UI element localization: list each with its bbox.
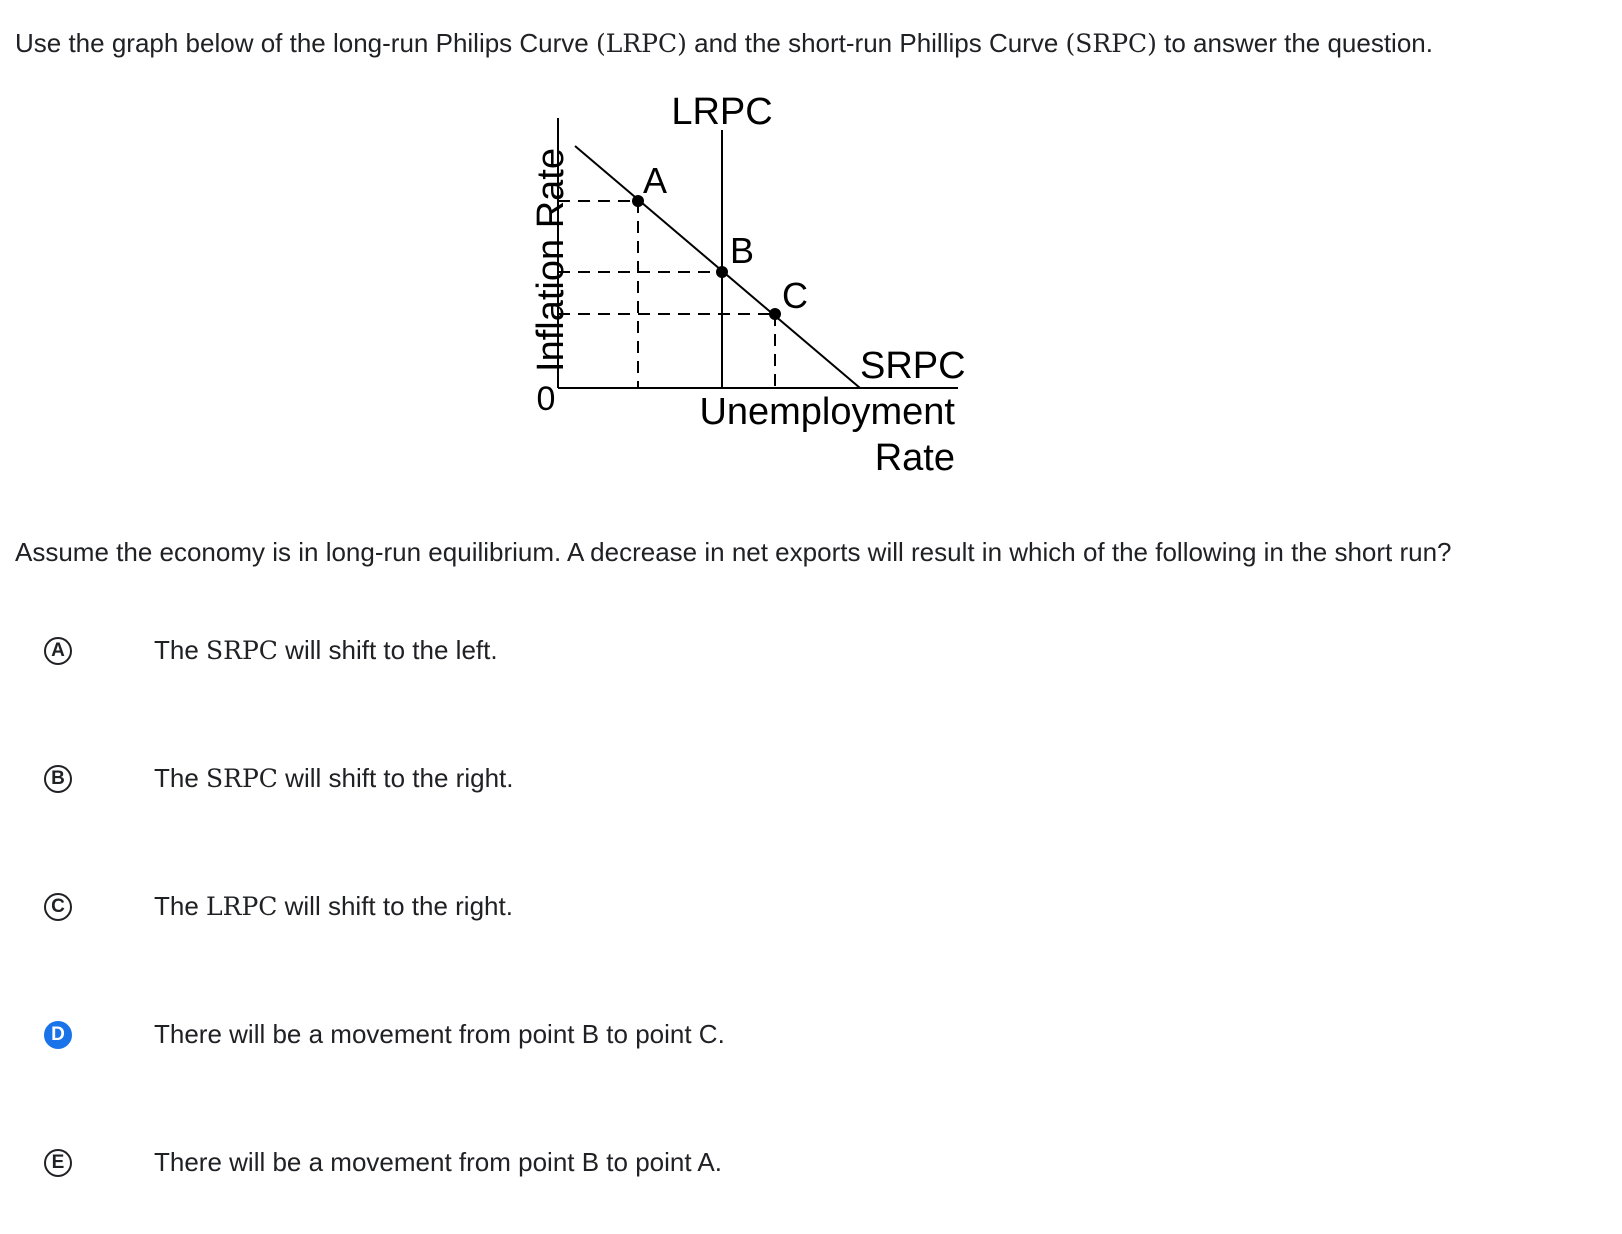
choice-d-text[interactable] (154, 1019, 725, 1050)
choice-b-term: SRPC (206, 764, 278, 793)
choice-d-post: There will be a movement from point B to point C. (154, 1019, 725, 1049)
choice-d-radio[interactable]: D (44, 1021, 72, 1049)
point-b-marker (716, 266, 728, 278)
choice-e-radio[interactable]: E (44, 1149, 72, 1177)
intro-term-srpc: (SRPC) (1065, 29, 1157, 58)
choice-a-pre: The (154, 635, 207, 665)
choice-e-text[interactable] (154, 1147, 722, 1178)
choice-c-pre: The (154, 891, 207, 921)
choice-c-radio[interactable]: C (44, 893, 72, 921)
intro-term-lrpc: (LRPC) (596, 29, 687, 58)
choice-b[interactable] (0, 761, 1622, 841)
choice-d[interactable] (0, 1017, 1622, 1097)
x-axis-label-line-2: Rate (874, 437, 955, 479)
choice-b-text[interactable] (154, 763, 513, 794)
choice-c-term: LRPC (206, 892, 278, 921)
choice-b-radio[interactable]: B (44, 765, 72, 793)
choice-a-term: SRPC (206, 636, 278, 665)
choice-b-pre: The (154, 763, 207, 793)
intro-part-2: and the short-run Phillips Curve (686, 28, 1066, 58)
y-axis-label: Inflation Rate (530, 148, 572, 372)
choice-a[interactable] (0, 633, 1622, 713)
choice-c[interactable] (0, 889, 1622, 969)
intro-part-1: Use the graph below of the long-run Philips Curve (15, 28, 596, 58)
choice-c-text[interactable] (154, 891, 513, 922)
lrpc-label: LRPC (671, 91, 773, 133)
srpc-line (575, 146, 860, 388)
intro-part-3: to answer the question. (1156, 28, 1433, 58)
choice-a-text[interactable] (154, 635, 498, 666)
point-c-label: C (782, 275, 808, 316)
choice-e-post: There will be a movement from point B to point A. (154, 1147, 722, 1177)
choice-c-post: will shift to the right. (277, 891, 513, 921)
choice-b-post: will shift to the right. (277, 763, 514, 793)
point-a-label: A (643, 160, 668, 201)
x-axis-label-line-1: Unemployment (699, 391, 955, 433)
point-b-label: B (730, 230, 755, 271)
choice-e[interactable] (0, 1145, 1622, 1225)
choice-a-post: will shift to the left. (277, 635, 498, 665)
intro-text (15, 28, 1433, 59)
question-text: Assume the economy is in long-run equilibrium. A decrease in net exports will result in which of the following in the short run? (15, 537, 1452, 567)
choice-a-radio[interactable]: A (44, 637, 72, 665)
srpc-label: SRPC (860, 345, 966, 387)
point-c-marker (769, 308, 781, 320)
phillips-curve-graph (500, 80, 980, 500)
origin-label: 0 (536, 380, 556, 418)
